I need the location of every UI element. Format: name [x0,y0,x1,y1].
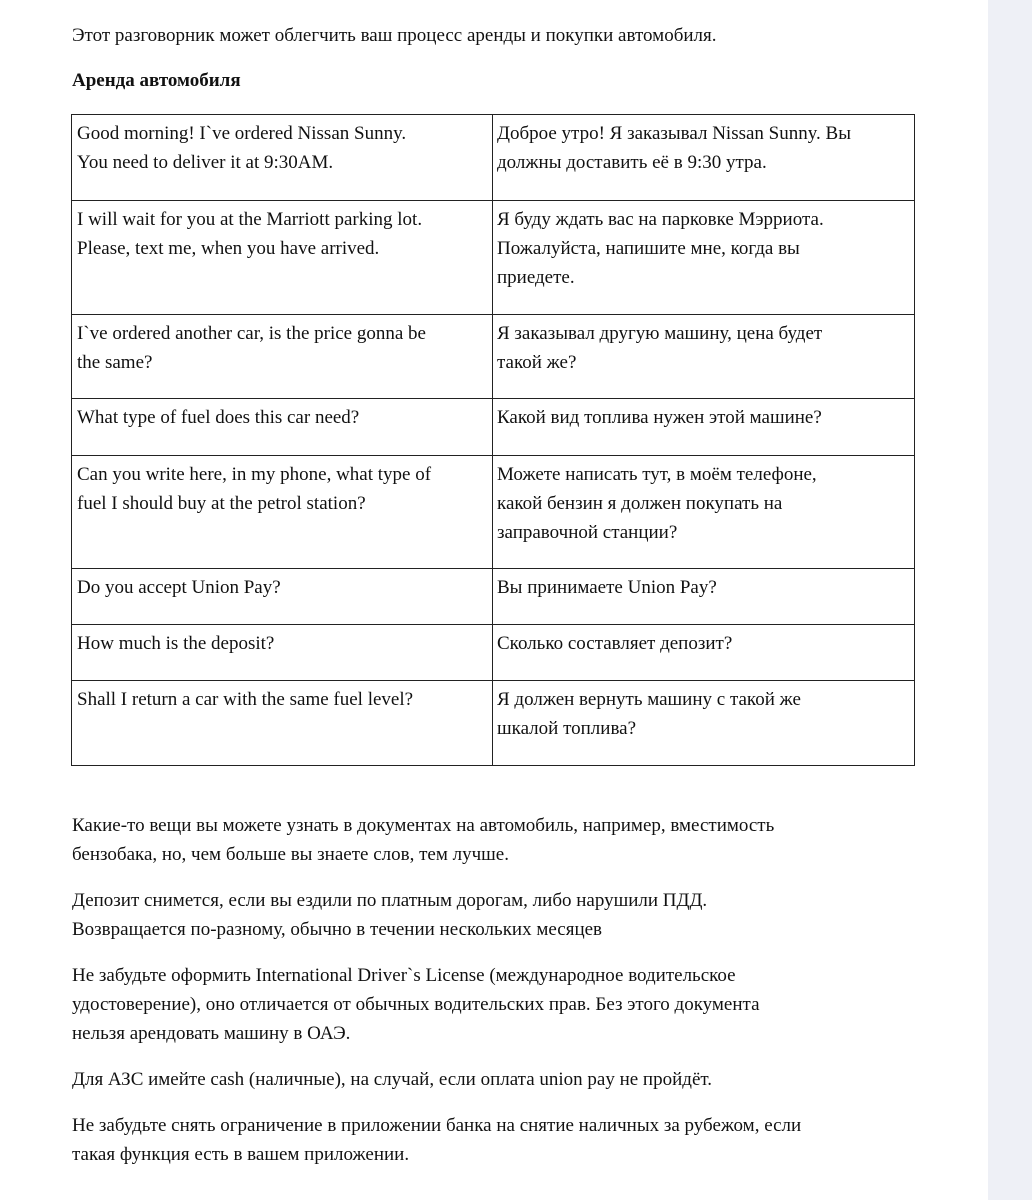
cell-line: Пожалуйста, напишите мне, когда вы [497,238,800,259]
cell-line: Shall I return a car with the same fuel level? [77,689,414,710]
russian-phrase-cell [493,456,915,569]
english-phrase-cell [72,201,493,315]
note-line: нельзя арендовать машину в ОАЭ. [72,1023,351,1044]
cell-line: Do you accept Union Pay? [77,577,281,598]
cell-line: Good morning! I`ve ordered Nissan Sunny. [77,123,407,144]
cell-line: fuel I should buy at the petrol station? [77,493,366,514]
cell-line: Я должен вернуть машину с такой же [497,689,801,710]
intro-paragraph: Этот разговорник может облегчить ваш процесс аренды и покупки автомобиля. [72,25,717,46]
cell-line: должны доставить её в 9:30 утра. [497,152,767,173]
cell-line: I will wait for you at the Marriott parking lot. [77,209,423,230]
cell-line: какой бензин я должен покупать на [497,493,783,514]
english-phrase-cell [72,681,493,766]
english-phrase-cell [72,115,493,201]
cell-line: Можете написать тут, в моём телефоне, [497,464,817,485]
note-line: Депозит снимется, если вы ездили по платным дорогам, либо нарушили ПДД. [72,890,708,911]
table-row [72,569,915,625]
russian-phrase-cell [493,625,915,681]
cell-line: Вы принимаете Union Pay? [497,577,717,598]
russian-phrase-cell [493,115,915,201]
note-line: Какие-то вещи вы можете узнать в документах на автомобиль, например, вместимость [72,815,775,836]
phrasebook-table-body [72,115,915,766]
table-row [72,115,915,201]
english-phrase-cell [72,315,493,399]
cell-line: Какой вид топлива нужен этой машине? [497,407,822,428]
cell-line: заправочной станции? [497,522,678,543]
cell-line: You need to deliver it at 9:30AM. [77,152,334,173]
note-paragraph [72,1065,932,1094]
english-phrase-cell [72,456,493,569]
table-row [72,315,915,399]
english-phrase-cell [72,399,493,456]
note-line: удостоверение), оно отличается от обычных водительских прав. Без этого документа [72,994,760,1015]
cell-line: Я буду ждать вас на парковке Мэрриота. [497,209,824,230]
russian-phrase-cell [493,201,915,315]
note-line: Для АЗС имейте cash (наличные), на случай, если оплата union pay не пройдёт. [72,1069,712,1090]
cell-line: Please, text me, when you have arrived. [77,238,380,259]
note-paragraph [72,1111,932,1169]
note-paragraph [72,811,932,869]
cell-line: такой же? [497,352,577,373]
table-row [72,456,915,569]
russian-phrase-cell [493,399,915,456]
cell-line: приедете. [497,267,575,288]
russian-phrase-cell [493,681,915,766]
table-row [72,625,915,681]
section-heading: Аренда автомобиля [72,70,241,91]
cell-line: What type of fuel does this car need? [77,407,360,428]
phrasebook-table [71,114,915,766]
table-row [72,201,915,315]
note-paragraph [72,961,932,1048]
russian-phrase-cell [493,315,915,399]
notes-section [72,811,932,1186]
table-row [72,399,915,456]
cell-line: How much is the deposit? [77,633,275,654]
note-line: такая функция есть в вашем приложении. [72,1144,410,1165]
russian-phrase-cell [493,569,915,625]
english-phrase-cell [72,569,493,625]
note-line: Возвращается по-разному, обычно в течении нескольких месяцев [72,919,603,940]
cell-line: the same? [77,352,153,373]
cell-line: Сколько составляет депозит? [497,633,733,654]
english-phrase-cell [72,625,493,681]
cell-line: I`ve ordered another car, is the price gonna be [77,323,426,344]
note-line: бензобака, но, чем больше вы знаете слов, тем лучше. [72,844,509,865]
cell-line: Я заказывал другую машину, цена будет [497,323,823,344]
cell-line: Доброе утро! Я заказывал Nissan Sunny. Вы [497,123,851,144]
cell-line: Can you write here, in my phone, what type of [77,464,432,485]
table-row [72,681,915,766]
cell-line: шкалой топлива? [497,718,637,739]
note-paragraph [72,886,932,944]
note-line: Не забудьте оформить International Driver`s License (международное водительское [72,965,736,986]
note-line: Не забудьте снять ограничение в приложении банка на снятие наличных за рубежом, если [72,1115,802,1136]
